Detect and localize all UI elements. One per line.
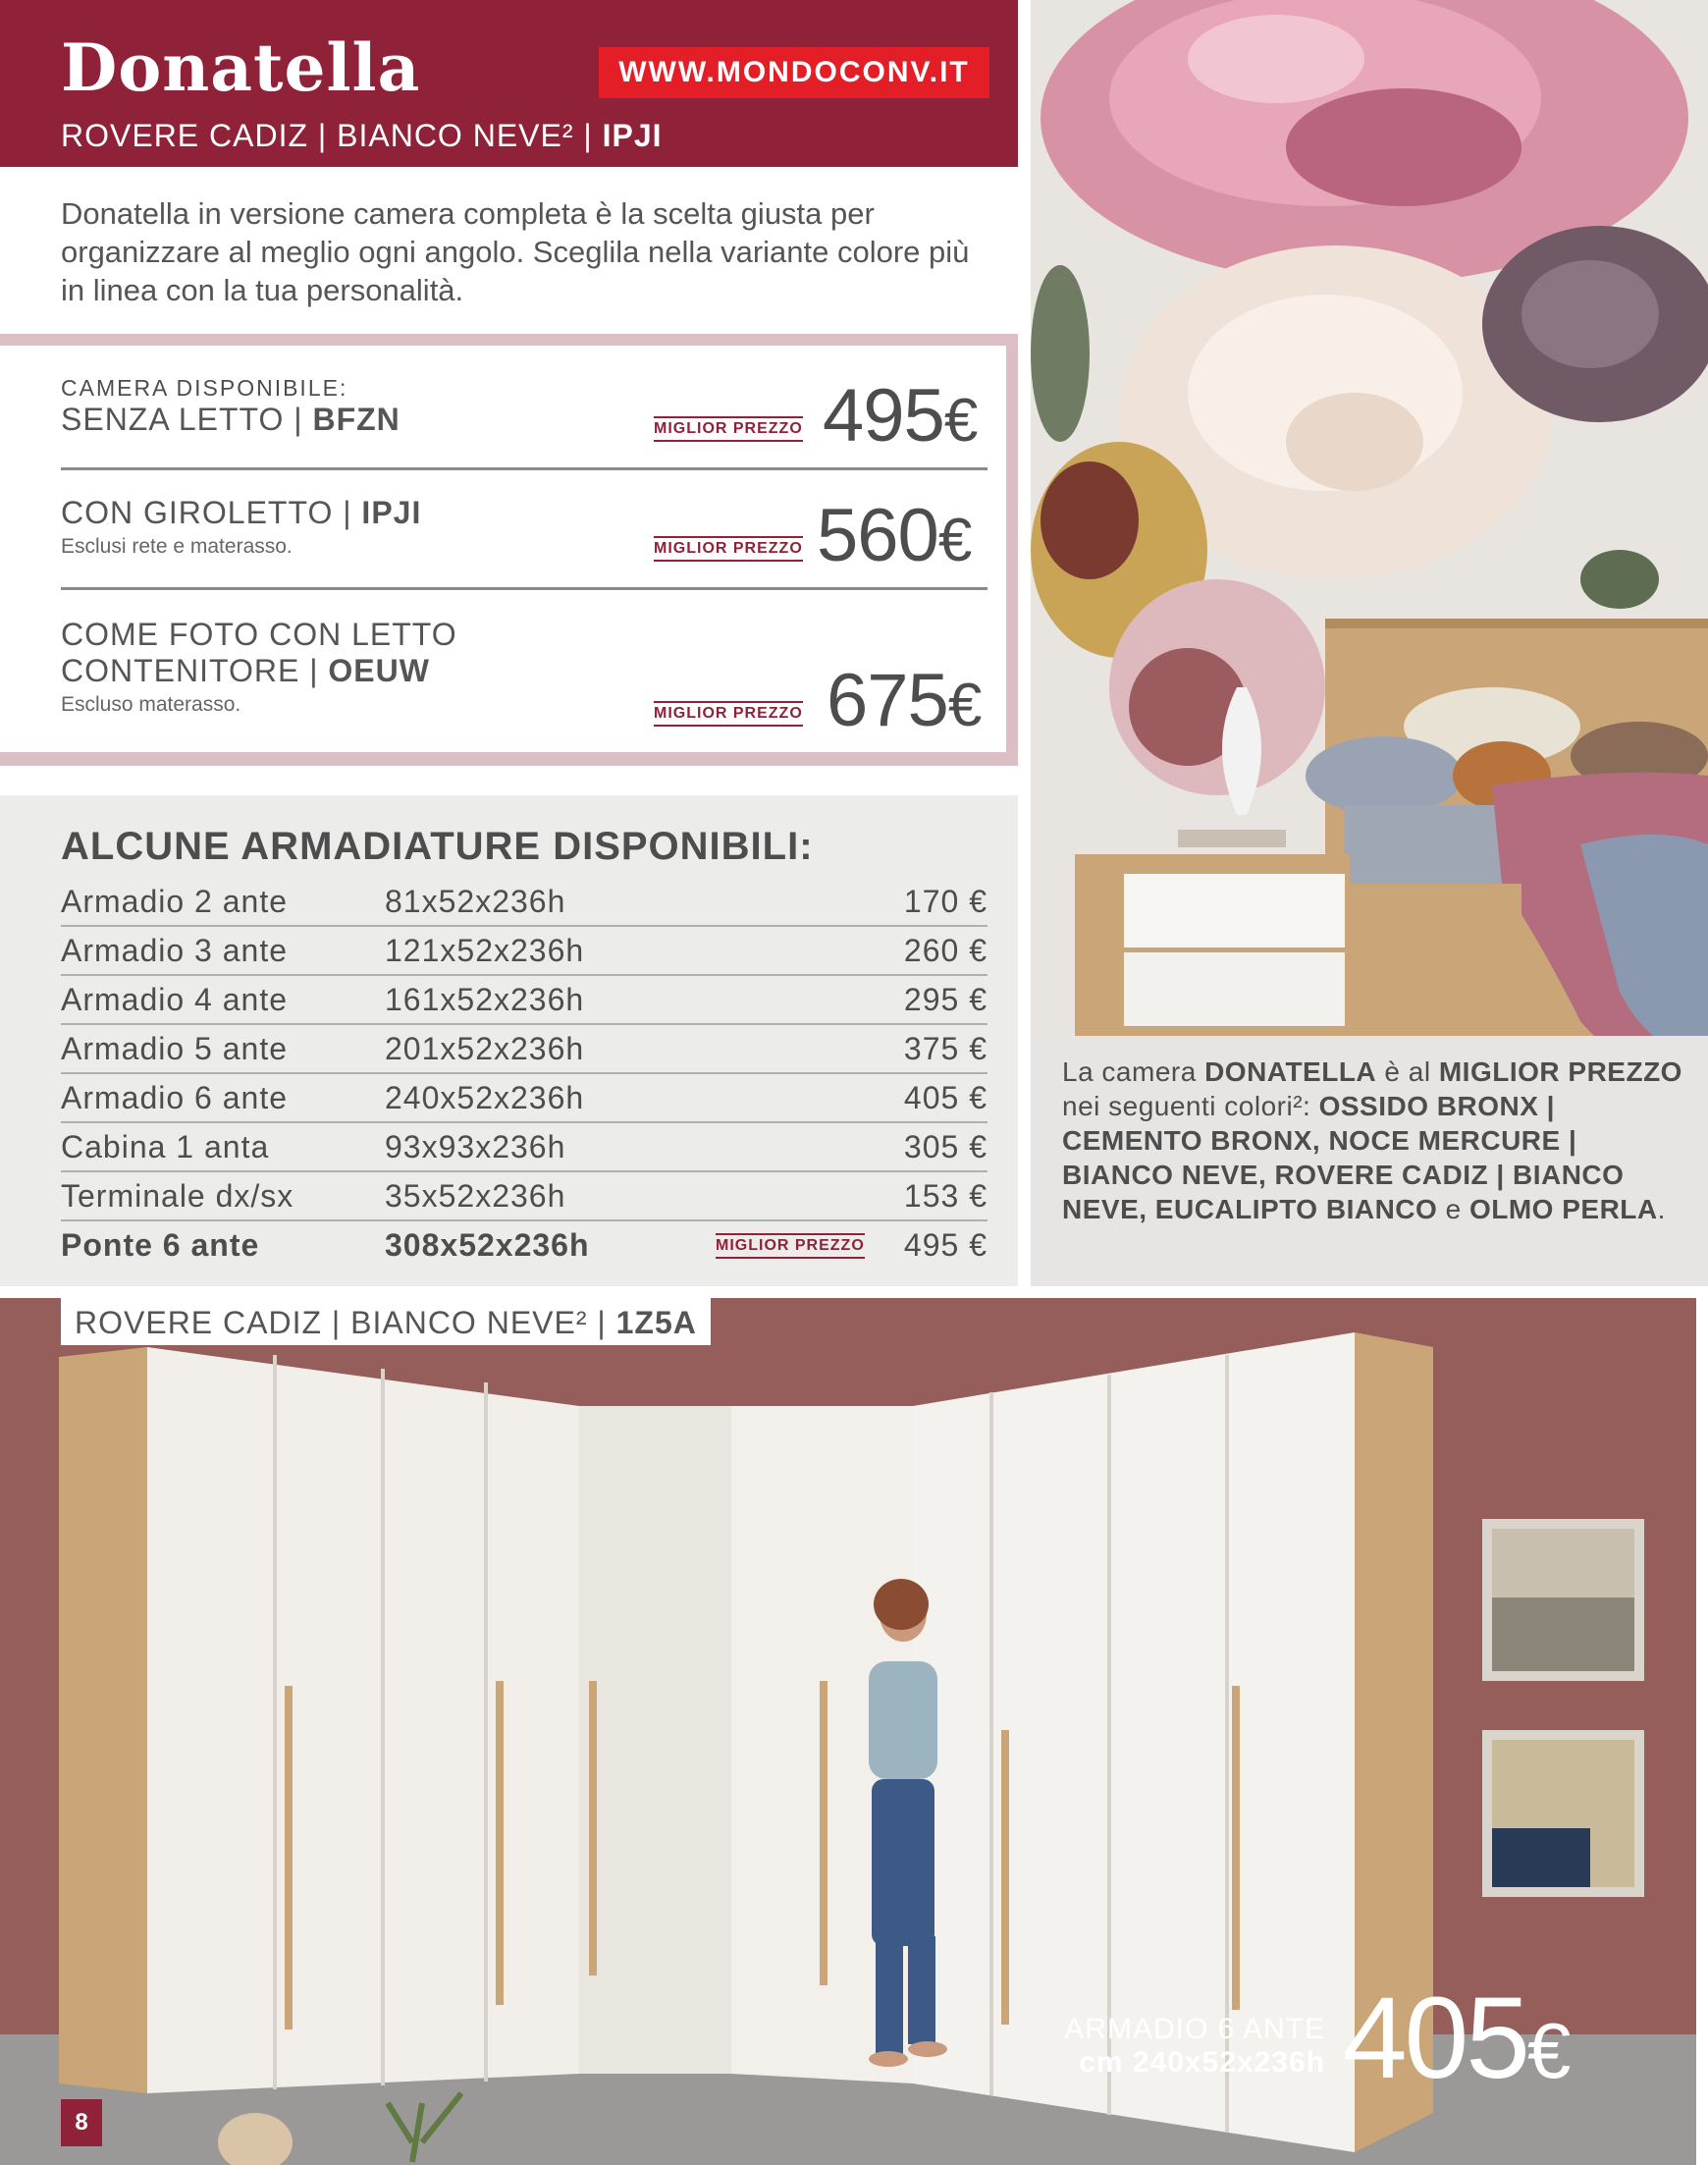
currency: €	[943, 387, 978, 455]
wardrobe-size: 35x52x236h	[385, 1178, 566, 1214]
wardrobe-table-title: ALCUNE ARMADIATURE DISPONIBILI:	[61, 825, 814, 868]
offer-line1: ARMADIO 6 ANTE	[1064, 2013, 1325, 2045]
header-banner	[0, 0, 1018, 167]
wardrobe-size: 121x52x236h	[385, 933, 585, 968]
wardrobe-size: 308x52x236h	[385, 1227, 590, 1263]
offer-line2	[982, 2046, 1325, 2080]
price-value: 560	[817, 494, 938, 577]
wardrobe-size: 93x93x236h	[385, 1129, 566, 1164]
website-link[interactable]: WWW.MONDOCONV.IT	[599, 47, 989, 98]
table-row	[61, 925, 987, 976]
label-text: CONTENITORE |	[61, 653, 329, 688]
caption-bold: MIGLIOR PREZZO	[1438, 1056, 1682, 1087]
product-code: BFZN	[312, 402, 400, 437]
table-row	[61, 974, 987, 1025]
header-subtitle	[61, 118, 663, 154]
brand-title: Donatella	[61, 29, 421, 106]
caption-text: La camera	[1062, 1056, 1205, 1087]
currency: €	[937, 507, 972, 574]
wardrobe-name: Cabina 1 anta	[61, 1129, 270, 1164]
caption-bold: OSSIDO BRONX | CEMENTO BRONX, NOCE MERCURE | BIANCO NEVE, ROVERE CADIZ | BIANCO NEVE, EUCALIPTO BIANCO	[1062, 1091, 1625, 1224]
divider	[61, 467, 987, 470]
product-code: OEUW	[328, 653, 430, 688]
price-box-inner	[0, 346, 1006, 752]
wardrobe-price: 295 €	[903, 982, 987, 1017]
best-price-badge: MIGLIOR PREZZO	[654, 416, 803, 442]
table-row	[61, 1219, 987, 1269]
wardrobe-name: Armadio 3 ante	[61, 933, 289, 968]
wardrobe-price: 260 €	[903, 933, 987, 968]
subtitle-finish: ROVERE CADIZ | BIANCO NEVE² |	[61, 118, 603, 153]
caption-text: nei seguenti colori²:	[1062, 1091, 1319, 1121]
price-value: 495	[823, 374, 944, 458]
wardrobe-name: Terminale dx/sx	[61, 1178, 294, 1214]
wardrobe-price: 153 €	[903, 1178, 987, 1214]
caption-text: è al	[1376, 1056, 1439, 1087]
colors-caption	[1062, 1055, 1690, 1226]
wardrobe-name: Ponte 6 ante	[61, 1227, 260, 1263]
wardrobe-size: 161x52x236h	[385, 982, 585, 1017]
price-value: 675	[827, 659, 948, 742]
label-text: SENZA LETTO |	[61, 402, 313, 437]
price-con-giroletto	[817, 493, 971, 578]
wardrobe-table	[0, 795, 1018, 1286]
wardrobe-price: 375 €	[903, 1031, 987, 1066]
best-price-badge: MIGLIOR PREZZO	[654, 536, 803, 562]
wardrobe-size: 240x52x236h	[385, 1080, 585, 1115]
wardrobe-name: Armadio 6 ante	[61, 1080, 289, 1115]
price-row-overline: CAMERA DISPONIBILE:	[61, 375, 348, 401]
price-row-note: Escluso materasso.	[61, 693, 241, 716]
intro-paragraph: Donatella in versione camera completa è la scelta giusta per organizzare al meglio ogni angolo. Sceglila nella variante colore più in linea con la tua personalità.	[61, 196, 970, 307]
wardrobe-price: 170 €	[903, 884, 987, 919]
wardrobe-price: 305 €	[903, 1129, 987, 1164]
wardrobe-size: 201x52x236h	[385, 1031, 585, 1066]
price-row-note: Esclusi rete e materasso.	[61, 535, 293, 558]
caption-bold: DONATELLA	[1204, 1056, 1377, 1087]
price-row-line1: COME FOTO CON LETTO	[61, 617, 457, 652]
offer-description	[982, 2013, 1325, 2080]
price-come-foto	[827, 658, 981, 743]
subtitle-code: IPJI	[602, 118, 663, 153]
wardrobe-size: 81x52x236h	[385, 884, 566, 919]
table-row	[61, 1170, 987, 1221]
wardrobe-price: 405 €	[903, 1080, 987, 1115]
label-text: ROVERE CADIZ | BIANCO NEVE² |	[75, 1305, 616, 1340]
currency: €	[1526, 2007, 1569, 2094]
product-code: IPJI	[361, 495, 422, 530]
table-row	[61, 1072, 987, 1123]
caption-text: .	[1657, 1194, 1666, 1224]
product-code: 1Z5A	[615, 1305, 697, 1340]
table-row	[61, 1023, 987, 1074]
table-row	[61, 1121, 987, 1172]
price-senza-letto	[823, 373, 977, 459]
wardrobe-price: 495 €	[903, 1227, 987, 1263]
caption-bold: OLMO PERLA	[1468, 1194, 1658, 1224]
label-text: CON GIROLETTO |	[61, 495, 362, 530]
best-price-badge: MIGLIOR PREZZO	[654, 701, 803, 727]
wardrobe-name: Armadio 4 ante	[61, 982, 289, 1017]
price-value: 405	[1343, 1974, 1527, 2103]
wardrobe-finish-label	[61, 1298, 711, 1345]
caption-text: e	[1437, 1194, 1469, 1224]
offer-size: cm 240x52x236h	[1079, 2046, 1325, 2079]
price-box	[0, 334, 1018, 766]
currency: €	[947, 672, 982, 739]
page-number: 8	[61, 2099, 102, 2146]
wardrobe-name: Armadio 5 ante	[61, 1031, 289, 1066]
wardrobe-name: Armadio 2 ante	[61, 884, 289, 919]
offer-price	[1343, 1972, 1568, 2105]
best-price-badge: MIGLIOR PREZZO	[716, 1233, 865, 1259]
divider	[61, 587, 987, 590]
table-row	[61, 876, 987, 927]
